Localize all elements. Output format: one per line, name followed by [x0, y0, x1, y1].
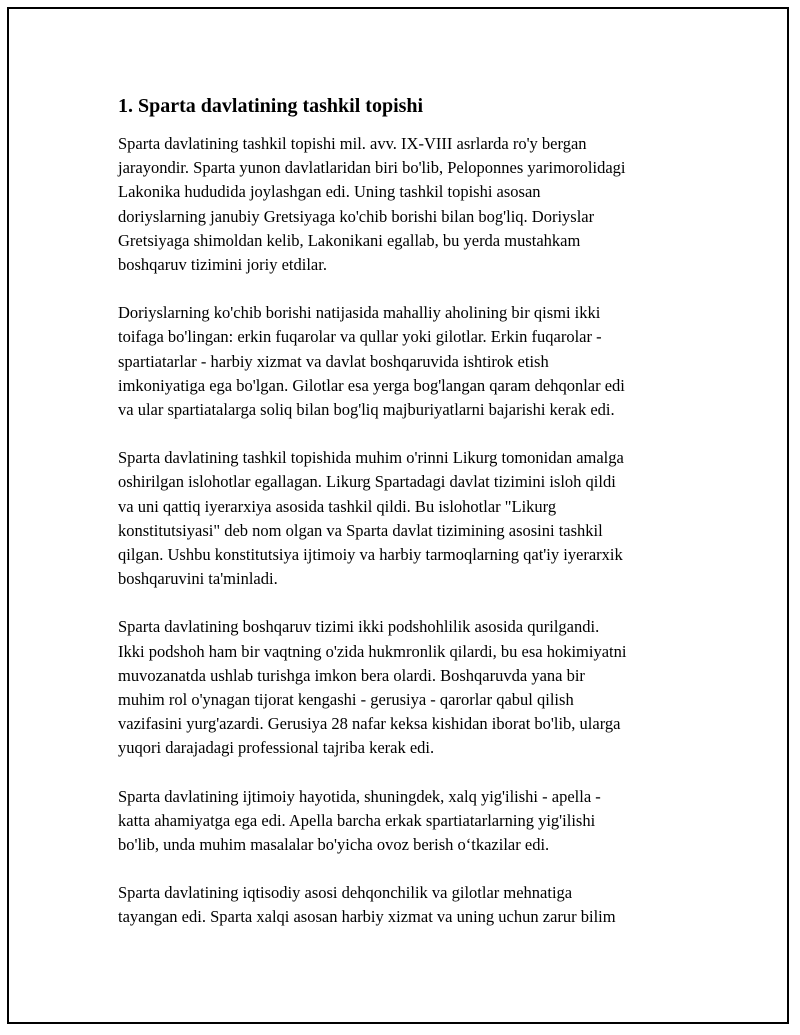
text-line: doriyslarning janubiy Gretsiyaga ko'chib borishi bilan bog'liq. Doriyslar [118, 206, 595, 226]
text-line: Lakonika hududida joylashgan edi. Uning tashkil topishi asosan [118, 182, 541, 202]
text-line: Sparta davlatining ijtimoiy hayotida, shuningdek, xalq yig'ilishi - apella - [118, 786, 601, 806]
text-line: Sparta davlatining tashkil topishi mil. avv. IX-VIII asrlarda ro'y bergan [118, 134, 587, 153]
text-line: spartiatarlar - harbiy xizmat va davlat boshqaruvida ishtirok etish [118, 351, 549, 371]
text-line: Sparta davlatining tashkil topishida muhim o'rinni Likurg tomonidan amalga [118, 448, 624, 468]
text-line: Sparta davlatining boshqaruv tizimi ikki podshohlilik asosida qurilgandi. [118, 617, 600, 637]
paragraph-3 [118, 446, 698, 591]
text-line: Gretsiyaga shimoldan kelib, Lakonikani egallab, bu yerda mustahkam [118, 230, 581, 250]
document-body [118, 94, 698, 954]
document-title: 1. Sparta davlatining tashkil topishi [118, 95, 424, 117]
text-line: boshqaruvini ta'minladi. [118, 569, 278, 589]
text-line: va ular spartiatalarga soliq bilan bog'liq majburiyatlarni bajarishi kerak edi. [118, 400, 615, 420]
text-line: jarayondir. Sparta yunon davlatlaridan biri bo'lib, Peloponnes yarimorolidagi [118, 158, 626, 178]
text-line: vazifasini yurg'azardi. Gerusiya 28 nafar keksa kishidan iborat bo'lib, ularga [118, 714, 621, 734]
text-line: katta ahamiyatga ega edi. Apella barcha erkak spartiatarlarning yig'ilishi [118, 810, 596, 830]
paragraph-1 [118, 132, 698, 277]
paragraph-2 [118, 301, 698, 422]
text-line: tayangan edi. Sparta xalqi asosan harbiy xizmat va uning uchun zarur bilim [118, 907, 616, 927]
paragraph-6 [118, 881, 698, 929]
text-line: toifaga bo'lingan: erkin fuqarolar va qullar yoki gilotlar. Erkin fuqarolar - [118, 327, 602, 347]
paragraph-5 [118, 785, 698, 858]
text-line: va uni qattiq iyerarxiya asosida tashkil qildi. Bu islohotlar "Likurg [118, 496, 557, 516]
text-line: qilgan. Ushbu konstitutsiya ijtimoiy va harbiy tarmoqlarning qat'iy iyerarxik [118, 545, 623, 565]
text-line: bo'lib, unda muhim masalalar bo'yicha ovoz berish o‘tkazilar edi. [118, 835, 550, 855]
text-line: Ikki podshoh ham bir vaqtning o'zida hukmronlik qilardi, bu esa hokimiyatni [118, 641, 627, 661]
text-line: Doriyslarning ko'chib borishi natijasida mahalliy aholining bir qismi ikki [118, 303, 601, 323]
text-line: imkoniyatiga ega bo'lgan. Gilotlar esa yerga bog'langan qaram dehqonlar edi [118, 375, 625, 395]
text-line: muvozanatda ushlab turishga imkon bera olardi. Boshqaruvda yana bir [118, 665, 585, 685]
text-line: boshqaruv tizimini joriy etdilar. [118, 255, 327, 275]
text-line: oshirilgan islohotlar egallagan. Likurg Spartadagi davlat tizimini isloh qildi [118, 472, 616, 492]
text-line: Sparta davlatining iqtisodiy asosi dehqonchilik va gilotlar mehnatiga [118, 883, 573, 903]
paragraph-4 [118, 615, 698, 760]
text-line: konstitutsiyasi" deb nom olgan va Sparta davlat tizimining asosini tashkil [118, 520, 603, 540]
text-line: yuqori darajadagi professional tajriba kerak edi. [118, 738, 435, 758]
text-line: muhim rol o'ynagan tijorat kengashi - gerusiya - qarorlar qabul qilish [118, 690, 574, 710]
